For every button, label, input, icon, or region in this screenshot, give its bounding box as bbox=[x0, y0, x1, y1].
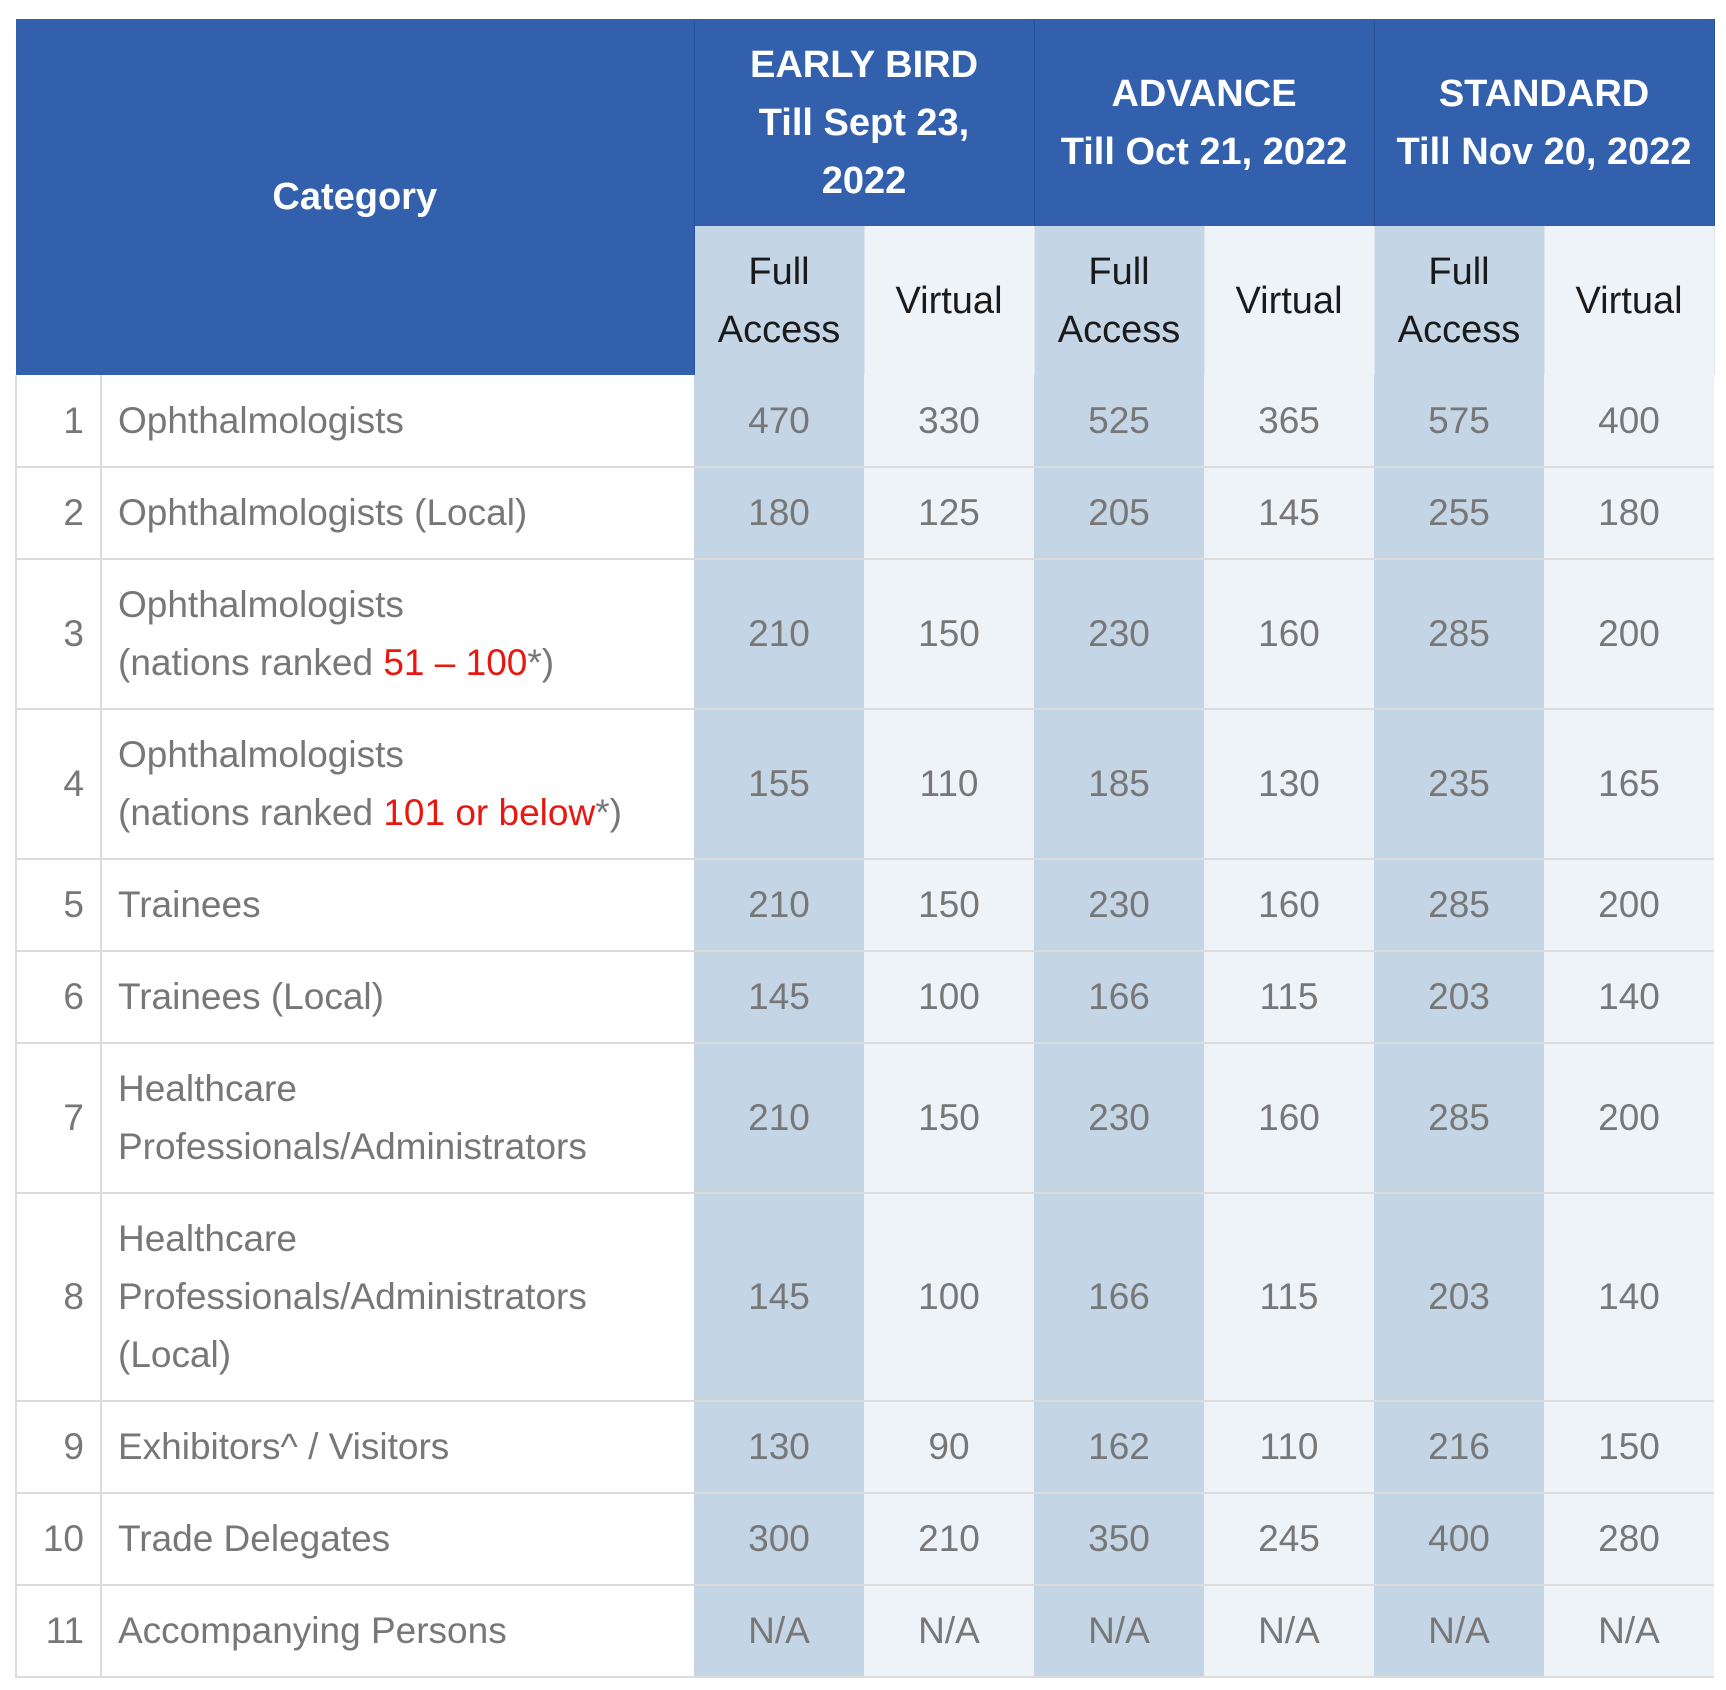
price-full-access: 230 bbox=[1034, 859, 1204, 951]
price-virtual: 100 bbox=[864, 1193, 1034, 1401]
table-row bbox=[16, 1493, 1714, 1585]
period-name: EARLY BIRD bbox=[749, 43, 979, 86]
subheader-full-access bbox=[1374, 226, 1544, 375]
price-full-access: 203 bbox=[1374, 1193, 1544, 1401]
price-full-access: 162 bbox=[1034, 1401, 1204, 1493]
price-full-access: 230 bbox=[1034, 559, 1204, 709]
category-label: Trainees (Local) bbox=[118, 976, 384, 1017]
category-cell bbox=[101, 1193, 694, 1401]
table-row bbox=[16, 1585, 1714, 1677]
category-cell bbox=[101, 1493, 694, 1585]
category-cell bbox=[101, 709, 694, 859]
category-label: Professionals/Administrators bbox=[118, 1126, 587, 1167]
price-virtual: 150 bbox=[1544, 1401, 1714, 1493]
price-full-access: 130 bbox=[694, 1401, 864, 1493]
price-full-access: 166 bbox=[1034, 951, 1204, 1043]
row-number: 2 bbox=[16, 467, 101, 559]
price-full-access: 525 bbox=[1034, 375, 1204, 467]
category-cell bbox=[101, 1401, 694, 1493]
price-virtual: 115 bbox=[1204, 951, 1374, 1043]
price-virtual: N/A bbox=[1544, 1585, 1714, 1677]
price-virtual: 280 bbox=[1544, 1493, 1714, 1585]
price-full-access: N/A bbox=[694, 1585, 864, 1677]
price-full-access: 216 bbox=[1374, 1401, 1544, 1493]
price-full-access: 255 bbox=[1374, 467, 1544, 559]
price-virtual: 125 bbox=[864, 467, 1034, 559]
price-full-access: 185 bbox=[1034, 709, 1204, 859]
price-full-access: 285 bbox=[1374, 859, 1544, 951]
price-full-access: 180 bbox=[694, 467, 864, 559]
row-number: 1 bbox=[16, 375, 101, 467]
price-full-access: 300 bbox=[694, 1493, 864, 1585]
table-row bbox=[16, 709, 1714, 859]
period-name: STANDARD bbox=[1438, 72, 1650, 115]
price-virtual: 160 bbox=[1204, 859, 1374, 951]
price-full-access: 155 bbox=[694, 709, 864, 859]
row-number: 3 bbox=[16, 559, 101, 709]
price-virtual: 150 bbox=[864, 859, 1034, 951]
subheader-full-access bbox=[694, 226, 864, 375]
price-virtual: 140 bbox=[1544, 1193, 1714, 1401]
subheader-full-access bbox=[1034, 226, 1204, 375]
table-row bbox=[16, 375, 1714, 467]
price-virtual: 140 bbox=[1544, 951, 1714, 1043]
table-body bbox=[16, 375, 1714, 1677]
subheader-label: Full bbox=[1088, 250, 1150, 293]
price-virtual: 100 bbox=[864, 951, 1034, 1043]
category-label: Healthcare bbox=[118, 1218, 297, 1259]
row-number: 9 bbox=[16, 1401, 101, 1493]
category-label: Trainees bbox=[118, 884, 261, 925]
header-row-periods bbox=[16, 19, 1714, 226]
price-virtual: 330 bbox=[864, 375, 1034, 467]
subheader-label: Full bbox=[748, 250, 810, 293]
category-label: (Local) bbox=[118, 1334, 232, 1375]
category-qualifier bbox=[118, 634, 694, 692]
row-number: 7 bbox=[16, 1043, 101, 1193]
price-full-access: 400 bbox=[1374, 1493, 1544, 1585]
category-label: Professionals/Administrators bbox=[118, 1276, 587, 1317]
price-virtual: 200 bbox=[1544, 859, 1714, 951]
category-cell bbox=[101, 467, 694, 559]
category-label: Trade Delegates bbox=[118, 1518, 391, 1559]
period-date: Till Nov 20, 2022 bbox=[1396, 130, 1692, 173]
period-date: Till Sept 23, bbox=[758, 101, 970, 144]
price-virtual: 150 bbox=[864, 1043, 1034, 1193]
price-virtual: 90 bbox=[864, 1401, 1034, 1493]
row-number: 11 bbox=[16, 1585, 101, 1677]
price-virtual: 165 bbox=[1544, 709, 1714, 859]
price-full-access: 210 bbox=[694, 859, 864, 951]
price-full-access: 210 bbox=[694, 1043, 864, 1193]
price-virtual: 130 bbox=[1204, 709, 1374, 859]
period-name: ADVANCE bbox=[1111, 72, 1297, 115]
price-virtual: 180 bbox=[1544, 467, 1714, 559]
price-full-access: 285 bbox=[1374, 559, 1544, 709]
category-label: Healthcare bbox=[118, 1068, 297, 1109]
category-cell bbox=[101, 1043, 694, 1193]
subheader-label: Full bbox=[1428, 250, 1490, 293]
registration-fees-table bbox=[15, 19, 1715, 1678]
period-header-advance bbox=[1034, 19, 1374, 226]
price-virtual: 245 bbox=[1204, 1493, 1374, 1585]
price-full-access: 203 bbox=[1374, 951, 1544, 1043]
row-number: 8 bbox=[16, 1193, 101, 1401]
price-full-access: N/A bbox=[1374, 1585, 1544, 1677]
qualifier-suffix: *) bbox=[527, 642, 555, 683]
table-row bbox=[16, 467, 1714, 559]
price-full-access: 575 bbox=[1374, 375, 1544, 467]
qualifier-prefix: (nations ranked bbox=[118, 642, 384, 683]
table-row bbox=[16, 559, 1714, 709]
price-full-access: 285 bbox=[1374, 1043, 1544, 1193]
ranking-highlight: 51 – 100 bbox=[383, 642, 528, 683]
price-full-access: 145 bbox=[694, 1193, 864, 1401]
category-label: Accompanying Persons bbox=[118, 1610, 507, 1651]
period-date-year: 2022 bbox=[821, 159, 907, 202]
category-cell bbox=[101, 1585, 694, 1677]
category-label: Ophthalmologists bbox=[118, 584, 404, 625]
price-virtual: 160 bbox=[1204, 559, 1374, 709]
price-full-access: 210 bbox=[694, 559, 864, 709]
price-full-access: 470 bbox=[694, 375, 864, 467]
category-cell bbox=[101, 859, 694, 951]
qualifier-suffix: *) bbox=[595, 792, 622, 833]
category-label: Exhibitors^ / Visitors bbox=[118, 1426, 450, 1467]
price-full-access: 235 bbox=[1374, 709, 1544, 859]
subheader-label: Access bbox=[717, 308, 841, 351]
price-full-access: N/A bbox=[1034, 1585, 1204, 1677]
category-cell bbox=[101, 559, 694, 709]
price-virtual: 210 bbox=[864, 1493, 1034, 1585]
row-number: 5 bbox=[16, 859, 101, 951]
price-virtual: 365 bbox=[1204, 375, 1374, 467]
pricing-table-container bbox=[15, 19, 1715, 1678]
price-full-access: 230 bbox=[1034, 1043, 1204, 1193]
category-label: Ophthalmologists (Local) bbox=[118, 492, 528, 533]
category-cell bbox=[101, 951, 694, 1043]
subheader-label: Access bbox=[1057, 308, 1181, 351]
price-virtual: 200 bbox=[1544, 559, 1714, 709]
row-number: 4 bbox=[16, 709, 101, 859]
price-virtual: 200 bbox=[1544, 1043, 1714, 1193]
ranking-highlight: 101 or below bbox=[383, 792, 596, 833]
price-virtual: 115 bbox=[1204, 1193, 1374, 1401]
row-number: 10 bbox=[16, 1493, 101, 1585]
category-qualifier bbox=[118, 784, 694, 842]
category-label: Ophthalmologists bbox=[118, 399, 404, 441]
price-full-access: 166 bbox=[1034, 1193, 1204, 1401]
price-virtual: 110 bbox=[864, 709, 1034, 859]
table-row bbox=[16, 1043, 1714, 1193]
period-header-early-bird bbox=[694, 19, 1034, 226]
price-virtual: 160 bbox=[1204, 1043, 1374, 1193]
table-row bbox=[16, 1193, 1714, 1401]
subheader-label: Access bbox=[1397, 308, 1521, 351]
price-full-access: 350 bbox=[1034, 1493, 1204, 1585]
period-header-standard bbox=[1374, 19, 1714, 226]
period-date: Till Oct 21, 2022 bbox=[1060, 130, 1348, 173]
price-virtual: 400 bbox=[1544, 375, 1714, 467]
price-virtual: 150 bbox=[864, 559, 1034, 709]
price-full-access: 145 bbox=[694, 951, 864, 1043]
price-virtual: N/A bbox=[864, 1585, 1034, 1677]
price-full-access: 205 bbox=[1034, 467, 1204, 559]
qualifier-prefix: (nations ranked bbox=[118, 792, 384, 833]
price-virtual: 110 bbox=[1204, 1401, 1374, 1493]
category-cell bbox=[101, 375, 694, 467]
subheader-virtual: Virtual bbox=[1204, 226, 1374, 375]
category-label: Ophthalmologists bbox=[118, 734, 404, 775]
row-number: 6 bbox=[16, 951, 101, 1043]
subheader-virtual: Virtual bbox=[1544, 226, 1714, 375]
price-virtual: N/A bbox=[1204, 1585, 1374, 1677]
table-row bbox=[16, 859, 1714, 951]
table-row bbox=[16, 1401, 1714, 1493]
table-row bbox=[16, 951, 1714, 1043]
price-virtual: 145 bbox=[1204, 467, 1374, 559]
subheader-virtual: Virtual bbox=[864, 226, 1034, 375]
category-header: Category bbox=[16, 19, 694, 375]
